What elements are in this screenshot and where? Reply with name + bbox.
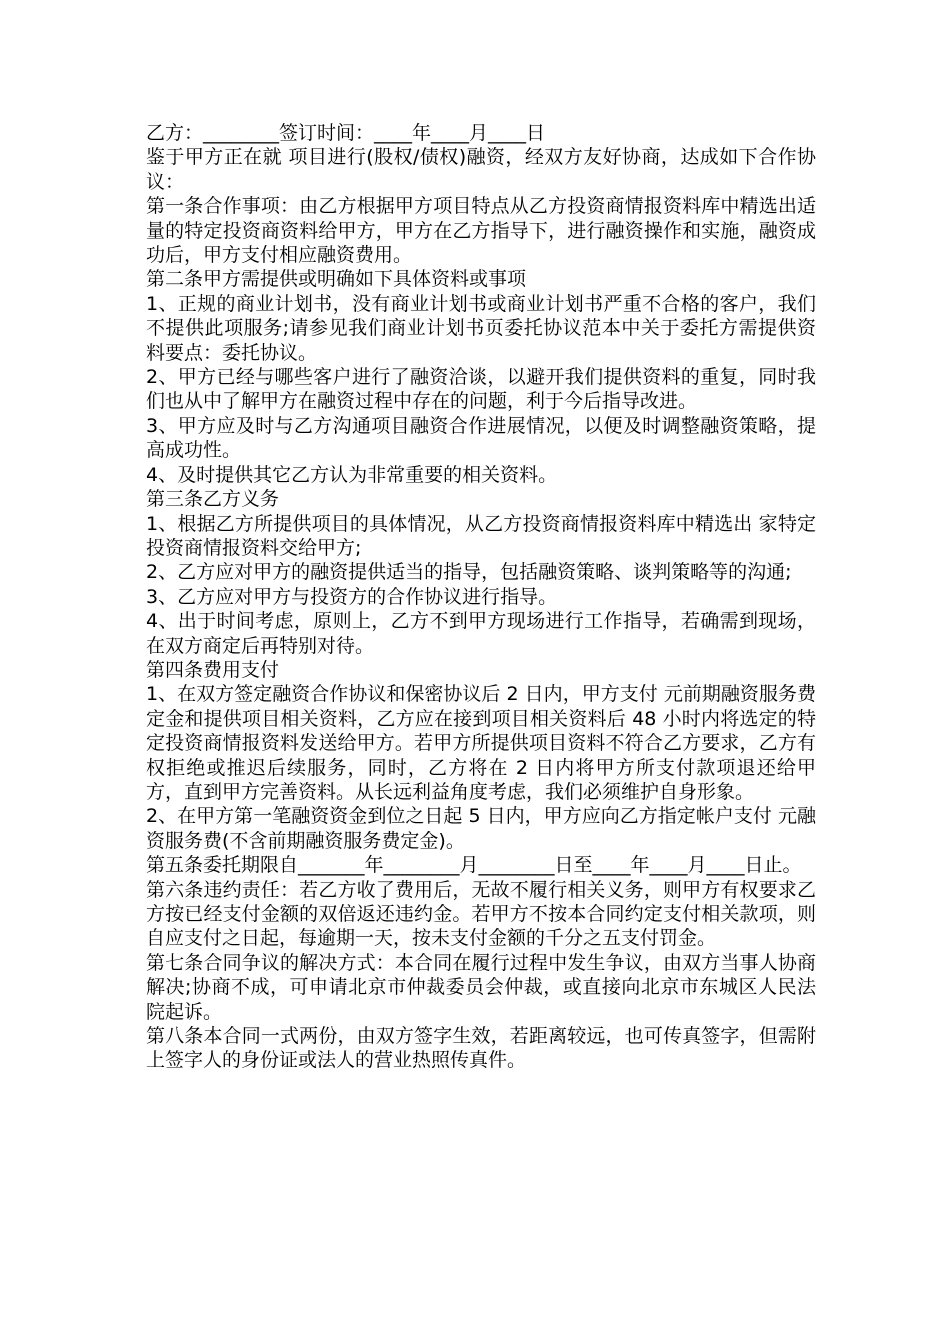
article-7-dispute: 第七条合同争议的解决方式：本合同在履行过程中发生争议，由双方当事人协商解决;协商不成，可申请北京市仲裁委员会仲裁，或直接向北京市东城区人民法院起诉。 (146, 951, 816, 1023)
article-3-item-1: 1、根据乙方所提供项目的具体情况，从乙方投资商情报资料库中精选出 家特定投资商情报资料交给甲方; (146, 512, 816, 559)
article-2-item-1: 1、正规的商业计划书，没有商业计划书或商业计划书严重不合格的客户，我们不提供此项服务;请参见我们商业计划书页委托协议范本中关于委托方需提供资料要点：委托协议。 (146, 292, 816, 364)
article-3-item-2: 2、乙方应对甲方的融资提供适当的指导，包括融资策略、谈判策略等的沟通; (146, 561, 792, 584)
article-5-term: 第五条委托期限自_______年________月________日至____年____月____日止。 (146, 854, 802, 877)
article-3-item-3: 3、乙方应对甲方与投资方的合作协议进行指导。 (146, 585, 558, 608)
signing-line: 乙方：________签订时间：____年____月____日 (146, 122, 546, 144)
article-2-heading: 第二条甲方需提供或明确如下具体资料或事项 (146, 268, 527, 291)
article-4-item-1: 1、在双方签定融资合作协议和保密协议后 2 日内，甲方支付 元前期融资服务费定金和提供项目相关资料，乙方应在接到项目相关资料后 48 小时内将选定的特定投资商情报资料发送给甲方。若甲方所提供项目资料不符合乙方要求，乙方有权拒绝或推迟后续服务，同时，乙方将在 2 日内将甲方所支付款项退还给甲方，直到甲方完善资料。从长远利益角度考虑，我们必须维护自身形象。 (146, 683, 816, 803)
article-2-item-3: 3、甲方应及时与乙方沟通项目融资合作进展情况，以便及时调整融资策略，提高成功性。 (146, 414, 816, 462)
article-2-item-4: 4、及时提供其它乙方认为非常重要的相关资料。 (146, 463, 558, 486)
article-2-item-2: 2、甲方已经与哪些客户进行了融资洽谈，以避开我们提供资料的重复，同时我们也从中了解甲方在融资过程中存在的问题，利于今后指导改进。 (146, 366, 816, 413)
article-4-heading: 第四条费用支付 (146, 658, 280, 681)
article-6-liability: 第六条违约责任：若乙方收了费用后，无故不履行相关义务，则甲方有权要求乙方按已经支付金额的双倍返还违约金。若甲方不按本合同约定支付相关款项，则自应支付之日起，每逾期一天，按未支付金额的千分之五支付罚金。 (146, 878, 816, 950)
document-page (146, 121, 816, 1073)
article-3-item-4: 4、出于时间考虑，原则上，乙方不到甲方现场进行工作指导，若确需到现场，在双方商定后再特别对待。 (146, 610, 816, 657)
preamble-paragraph: 鉴于甲方正在就 项目进行(股权/债权)融资，经双方友好协商，达成如下合作协议： (146, 146, 816, 193)
article-4-item-2: 2、在甲方第一笔融资资金到位之日起 5 日内，甲方应向乙方指定帐户支付 元融资服务费(不含前期融资服务费定金)。 (146, 805, 816, 852)
article-3-heading: 第三条乙方义务 (146, 488, 280, 511)
article-8-copies: 第八条本合同一式两份，由双方签字生效，若距离较远，也可传真签字，但需附上签字人的身份证或法人的营业热照传真件。 (146, 1025, 816, 1072)
article-1-cooperation: 第一条合作事项：由乙方根据甲方项目特点从乙方投资商情报资料库中精选出适量的特定投资商资料给甲方，甲方在乙方指导下，进行融资操作和实施，融资成功后，甲方支付相应融资费用。 (146, 195, 816, 267)
